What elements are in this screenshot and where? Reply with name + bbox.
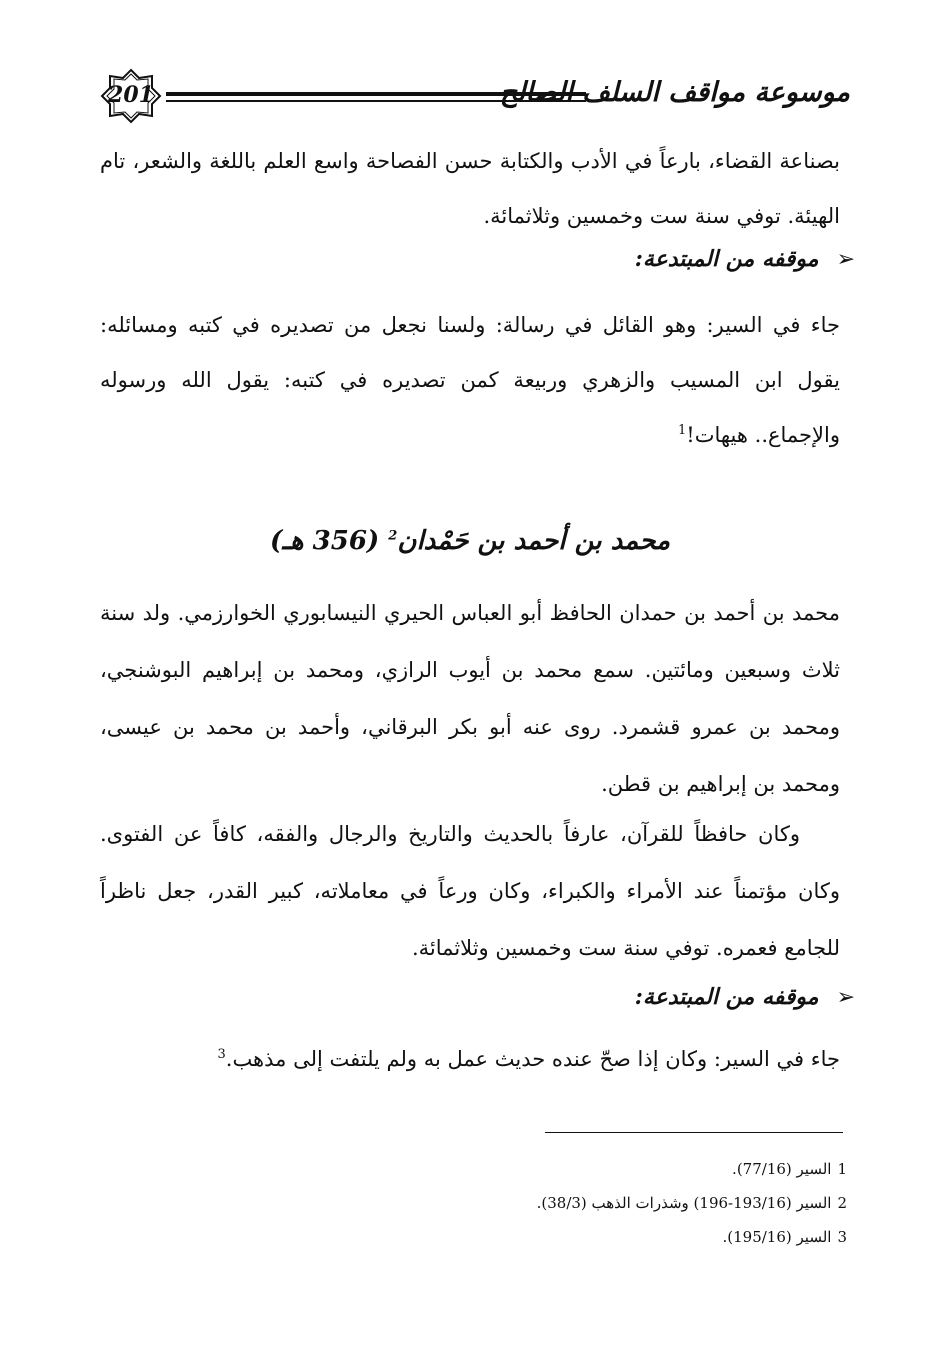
footnote-divider [545, 1132, 843, 1133]
bio-year: (356 هـ) [269, 526, 380, 556]
arrow-bullet-icon: ➢ [836, 247, 855, 272]
footnote-ref: 1 [677, 423, 687, 438]
bio-name: محمد بن أحمد بن حَمْدان [397, 526, 671, 556]
footnote-text: السير (77/16). [732, 1160, 832, 1178]
arrow-bullet-icon: ➢ [836, 985, 855, 1010]
page-number: 201 [108, 82, 154, 108]
footnote-number: 3 [837, 1228, 847, 1246]
page-number-badge [100, 68, 162, 124]
footnotes [537, 1152, 847, 1254]
footnote-1 [537, 1152, 847, 1186]
heading-text: موقفه من المبتدعة: [634, 984, 819, 1010]
paragraph-biography: محمد بن أحمد بن حمدان الحافظ أبو العباس الحيري النيسابوري الخوارزمي. ولد سنة ثلاث وسبعين ومائتين. سمع محمد بن أيوب الرازي، ومحمد بن إبراهيم البوشنجي، ومحمد بن عمرو قشمرد. روى عنه أبو بكر البرقاني، وأحمد بن محمد بن عيسى، ومحمد بن إبراهيم بن قطن. [100, 601, 840, 796]
page-header [100, 68, 850, 124]
footnote-number: 2 [837, 1194, 847, 1212]
paragraph-character: وكان حافظاً للقرآن، عارفاً بالحديث والتاريخ والرجال والفقه، كافاً عن الفتوى. وكان مؤتمناً عند الأمراء والكبراء، وكان ورعاً في معاملاته، كبير القدر، جعل ناظراً للجامع فعمره. توفي سنة ست وخمسين وثلاثمائة. [100, 822, 840, 960]
heading-text: موقفه من المبتدعة: [634, 246, 819, 272]
paragraph-text: جاء في السير: وكان إذا صحّ عنده حديث عمل به ولم يلتفت إلى مذهب. [225, 1047, 840, 1071]
footnote-text: السير (193/16-196) وشذرات الذهب (38/3). [536, 1194, 832, 1212]
footnote-text: السير (195/16). [722, 1228, 832, 1246]
section-heading-stance-1 [635, 246, 855, 272]
section-heading-stance-2 [635, 984, 855, 1010]
footnote-3 [537, 1220, 847, 1254]
biography-title [100, 526, 840, 556]
footnote-number: 1 [837, 1160, 847, 1178]
paragraph-quote-1 [100, 298, 840, 463]
footnote-ref: 3 [217, 1047, 226, 1062]
paragraph-continuation: بصناعة القضاء، بارعاً في الأدب والكتابة حسن الفصاحة واسع العلم باللغة والشعر، تام الهيئة. توفي سنة ست وخمسين وثلاثمائة. [100, 149, 840, 228]
footnote-ref: 2 [388, 528, 398, 544]
paragraph-text: جاء في السير: وهو القائل في رسالة: ولسنا نجعل من تصديره في كتبه ومسائله: يقول ابن المسيب والزهري وربيعة كمن تصديره في كتبه: يقول الله ورسوله والإجماع.. هيهات! [100, 313, 840, 447]
paragraph-quote-2 [100, 1034, 840, 1084]
footnote-2 [537, 1186, 847, 1220]
series-title: موسوعة مواقف السلف الصالح [499, 77, 850, 108]
